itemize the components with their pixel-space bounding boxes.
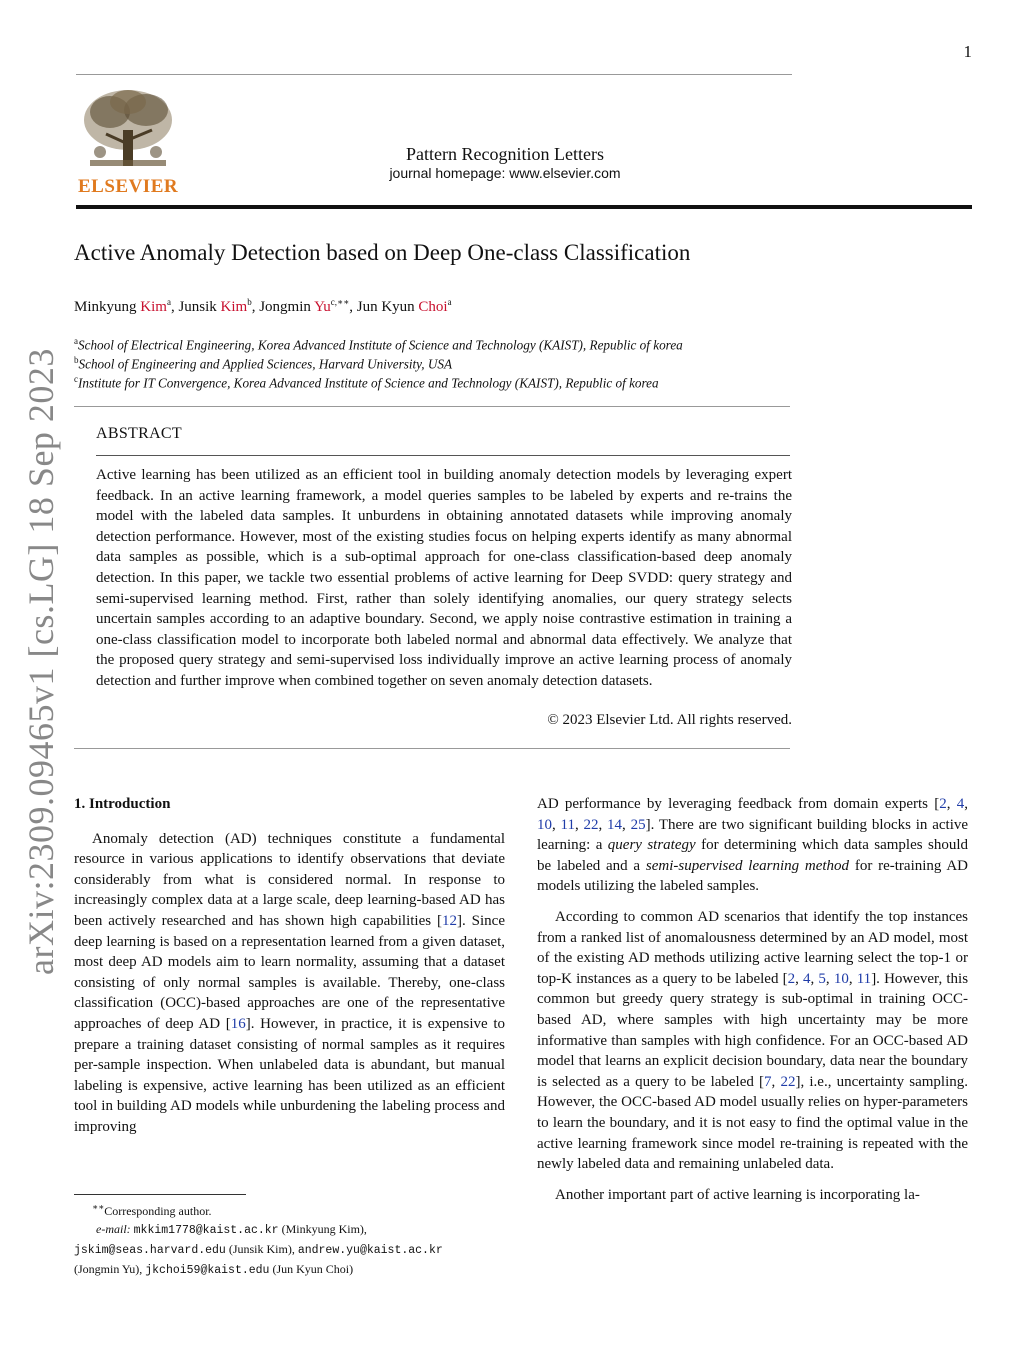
footnote-mark: ∗∗: [92, 1202, 105, 1212]
author-last[interactable]: Kim: [220, 299, 248, 315]
footnote-label: Corresponding author.: [104, 1204, 212, 1218]
abstract-heading-rule: [96, 455, 790, 456]
affiliation-sup: a: [74, 336, 78, 346]
text-run: for determining which data samples should be labeled and a: [537, 837, 968, 874]
abstract-heading: ABSTRACT: [96, 425, 182, 442]
elsevier-wordmark: ELSEVIER: [78, 176, 179, 196]
copyright: © 2023 Elsevier Ltd. All rights reserved.: [547, 712, 792, 728]
citation-link[interactable]: 2: [939, 796, 947, 812]
text-run: ]. There are two significant building blocks in active learning: a: [537, 816, 969, 854]
section-heading: 1. Introduction: [74, 796, 171, 812]
emphasis: semi-supervised learning method: [645, 857, 850, 874]
author-first: Jongmin: [259, 299, 311, 315]
affiliation-text: School of Electrical Engineering, Korea Advanced Institute of Science and Technology (KAIST), Republic of korea: [78, 337, 683, 353]
emphasis: query strategy: [607, 837, 696, 854]
affiliation-text: School of Engineering and Applied Sciences, Harvard University, USA: [78, 356, 453, 372]
citation-link[interactable]: 10: [833, 970, 849, 987]
right-column: [537, 794, 968, 1205]
text-run: ], i.e., uncertainty sampling. However, the OCC-based AD model usually relies on hyper-parameters to learn the boundary, and it is not easy to find the optimal value in the active learning framework since model re-training is repeated with the newly labeled data and remaining unlabeled data.: [537, 1073, 968, 1173]
affiliation-sup: b: [74, 355, 79, 365]
email-link[interactable]: andrew.yu@kaist.ac.kr: [297, 1244, 443, 1257]
abstract-text: Active learning has been utilized as an efficient tool in building anomaly detection models by leveraging expert feedback. In an active learning framework, a model queries samples to be labeled by experts and re-trains the model with the labeled data samples. It unburdens in obtaining annotated datasets while improving anomaly detection performance. However, most of the existing studies focus on helping experts identify as many abnormal data samples as possible, which is a sub-optimal approach for one-class classification-based deep anomaly detection. In this paper, we tackle two essential problems of active learning for Deep SVDD: query strategy and semi-supervised learning method. First, rather than solely identifying anomalies, our query strategy selects uncertain samples according to an adaptive boundary. Second, we apply noise contrastive estimation in training a one-class classification model to incorporate both labeled normal and abnormal data effectively. We analyze that the proposed query strategy and semi-supervised loss individually improve an active learning process of anomaly detection and further improve when combined together on seven anomaly detection datasets.: [96, 467, 792, 689]
abstract-bottom-rule: [74, 748, 790, 749]
email-owner: (Minkyung Kim),: [281, 1222, 367, 1236]
author-sup: a: [166, 297, 171, 307]
abstract-top-rule: [74, 406, 790, 407]
citation-link[interactable]: 25: [630, 816, 646, 833]
author-first: Minkyung: [74, 299, 137, 315]
text-run: Anomaly detection (AD) techniques constitute a fundamental resource in various applications to identify observations that deviate considerably from what is considered normal. In response to increasingly complex data at a large scale, deep learning-based AD has been actively researched and has shown high capabilities [: [74, 830, 505, 929]
header-rule: [76, 74, 792, 75]
masthead-rule: [76, 205, 972, 209]
left-column: [74, 794, 505, 1138]
page-number: 1: [963, 42, 972, 61]
author-sup: b: [247, 297, 252, 307]
affiliation: [74, 374, 659, 391]
citation-link[interactable]: 11: [856, 970, 872, 987]
text-run: ]. Since deep learning is based on a representation learned from a given dataset, most deep AD models aim to learn normality, assuming that a dataset consisting of only normal samples is available. Thereby, one-class classification (OCC)-based approaches are one of the representative approaches of deep AD [: [74, 912, 505, 1032]
affiliation-sup: c: [74, 374, 78, 384]
email-link[interactable]: mkkim1778@kaist.ac.kr: [133, 1224, 279, 1237]
paragraph: [74, 829, 505, 1138]
arxiv-stamp: arXiv:2309.09465v1 [cs.LG] 18 Sep 2023: [21, 348, 61, 975]
journal-name: Pattern Recognition Letters: [406, 144, 604, 164]
citation-link[interactable]: 4: [956, 796, 965, 812]
text-run: According to common AD scenarios that identify the top instances from a ranked list of anomalousness determined by an AD model, most of the existing AD methods utilizing active learning select the top-1 or top-K instances as a query to be labeled [: [537, 908, 968, 987]
affiliation: [74, 355, 452, 372]
text-run: for re-training AD models utilizing the labeled samples.: [537, 857, 969, 895]
paragraph: According to common AD scenarios that identify the top instances from a ranked list of anomalousness determined by an AD model, most of the existing AD methods utilizing active learning select the top-1 or top-K instances as a query to be labeled [2, 4, 5, 10, 11]. However, this common but greedy query strategy is sub-optimal in training OCC-based AD, where samples with high uncertainty may be more informative than samples with high confidence. For an OCC-based AD model that learns an explicit decision boundary, data near the boundary is selected as a query to be labeled [7, 22], i.e., uncertainty sampling. However, the OCC-based AD model usually relies on hyper-parameters to learn the boundary, and it is not easy to find the optimal value in the active learning framework since model re-training is repeated with the newly labeled data and remaining unlabeled data.: [537, 908, 969, 1173]
citation-link[interactable]: 12: [442, 912, 458, 929]
text-run: AD performance by leveraging feedback from domain experts [: [537, 796, 940, 812]
citation-link[interactable]: 5: [818, 970, 826, 987]
author-last[interactable]: Kim: [140, 299, 167, 315]
elsevier-tree-icon: [76, 84, 180, 196]
citation-link[interactable]: 22: [583, 816, 599, 833]
author-sup: c,∗∗: [330, 297, 350, 307]
footnote: [74, 1198, 514, 1280]
citation-link[interactable]: 22: [780, 1073, 796, 1090]
citation-link[interactable]: 7: [764, 1073, 772, 1090]
journal-block: [240, 144, 770, 181]
author-first: Junsik: [178, 299, 217, 315]
footnote-rule: [74, 1194, 246, 1195]
citation-link[interactable]: 11: [560, 816, 575, 833]
affiliation: [74, 336, 683, 353]
author-last[interactable]: Yu: [314, 299, 331, 315]
email-label: e-mail:: [96, 1222, 131, 1236]
citation-link[interactable]: 14: [607, 816, 623, 833]
email-owner: (Jun Kyun Choi): [272, 1262, 354, 1276]
paragraph: AD performance by leveraging feedback from domain experts [2, 4, 10, 11, 22, 14, 25]. There are two significant building blocks in active learning: a query strategy for determining which data samples should be labeled and a semi-supervised learning method for re-training AD models utilizing the labeled samples.: [537, 796, 969, 895]
author-sup: a: [447, 297, 452, 307]
journal-homepage: journal homepage: www.elsevier.com: [389, 165, 621, 181]
author-last[interactable]: Choi: [418, 299, 448, 315]
paragraph: Another important part of active learning is incorporating la-: [555, 1186, 920, 1203]
author-first: Jun Kyun: [356, 299, 415, 315]
affiliation-text: Institute for IT Convergence, Korea Advanced Institute of Science and Technology (KAIST), Republic of korea: [78, 375, 659, 391]
citation-link[interactable]: 16: [230, 1015, 246, 1032]
text-run: ]. However, in practice, it is expensive to prepare a training dataset consisting of normal samples as it requires per-sample inspection. When unlabeled data is abundant, but manual labeling is expensive, active learning has been utilized as an efficient tool in building AD models while unburdening the labeling process and improving: [74, 1015, 506, 1135]
email-link[interactable]: jkchoi59@kaist.edu: [145, 1264, 270, 1277]
citation-link[interactable]: 10: [537, 816, 552, 833]
email-link[interactable]: jskim@seas.harvard.edu: [74, 1244, 226, 1257]
paper-title: Active Anomaly Detection based on Deep One-class Classification: [74, 240, 691, 265]
email-owner: (Jongmin Yu),: [74, 1262, 143, 1276]
email-owner: (Junsik Kim),: [228, 1242, 295, 1256]
author-list: Minkyung Kim$^a$, Junsik Kim$^b$, Jongmin $Yu^{c,∗∗}$, Jun Kyun Choi$^a$: [74, 297, 452, 315]
citation-link[interactable]: 2: [787, 970, 796, 987]
elsevier-logo: [76, 84, 180, 196]
text-run: ]. However, this common but greedy query strategy is sub-optimal in training OCC-based AD, where samples with high uncertainty may be more informative than samples with high confidence. For an OCC-based AD model that learns an explicit decision boundary, data near the boundary is selected as a query to be labeled [: [537, 970, 969, 1090]
citation-link[interactable]: 4: [803, 970, 811, 987]
